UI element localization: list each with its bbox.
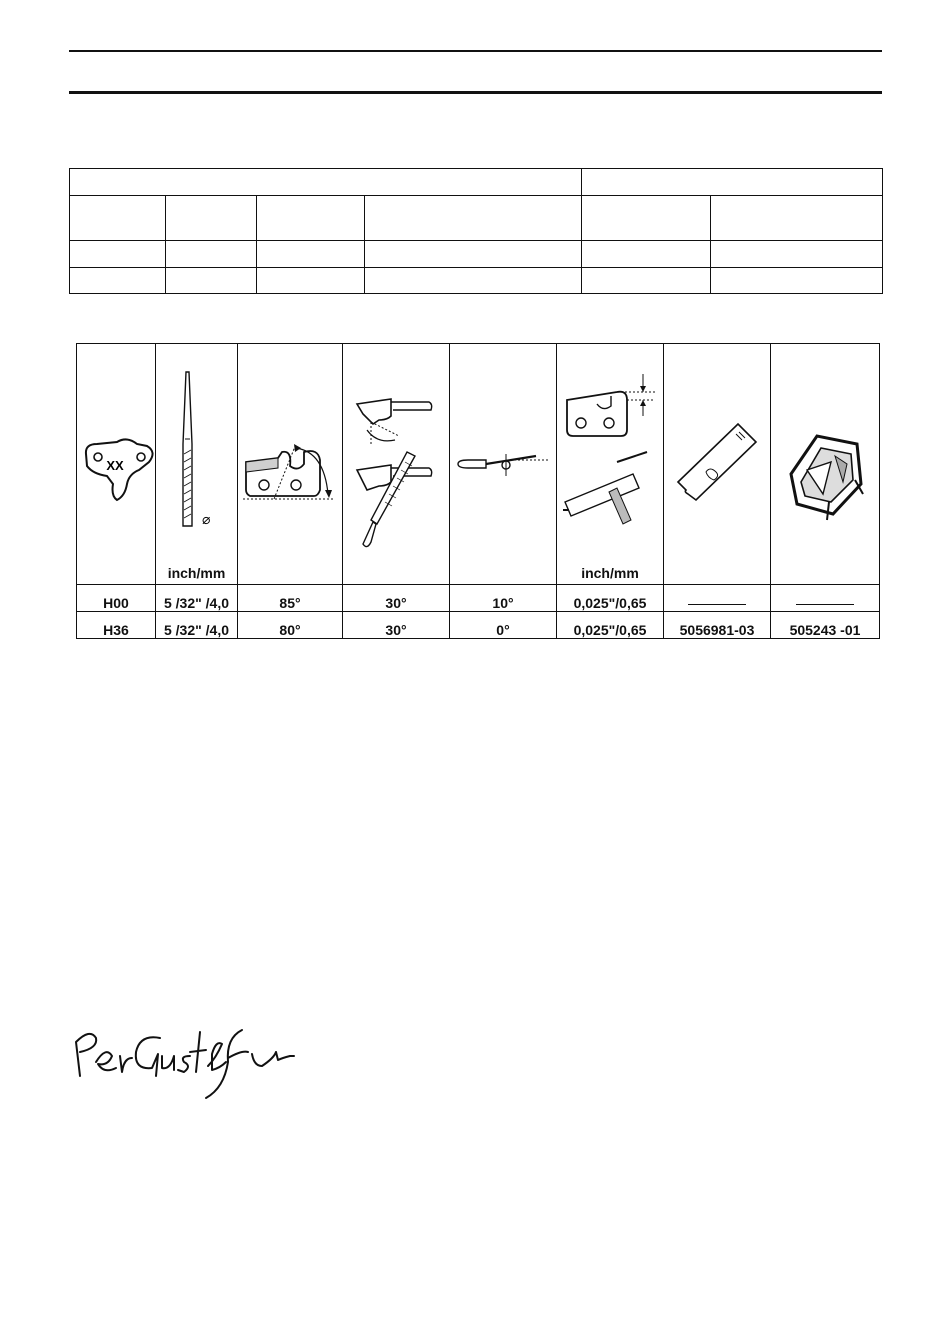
file-guide-value (771, 585, 880, 612)
spec-col-header (257, 196, 365, 241)
top-plate-angle-value: 85° (238, 585, 343, 612)
top-plate-angle-value: 80° (238, 612, 343, 639)
depth-gauge-tool-cell (664, 344, 771, 585)
specification-table (69, 168, 883, 294)
spec-cell (257, 268, 365, 294)
file-size-cell: 5 /32" /4,0 (156, 585, 238, 612)
spec-cell (582, 268, 711, 294)
depth-gauge-cell (557, 344, 664, 585)
chain-type-cell: H36 (77, 612, 156, 639)
spec-col-header (582, 196, 711, 241)
not-applicable-dash (688, 604, 746, 605)
svg-text:XX: XX (106, 458, 124, 473)
chain-cutter-cell (77, 344, 156, 585)
spec-cell (365, 241, 582, 268)
filing-angle-value: 30° (343, 612, 450, 639)
spec-col-header (711, 196, 883, 241)
file-guide-cell (771, 344, 880, 585)
round-file-icon (156, 344, 238, 584)
depth-gauge-value: 0,025"/0,65 (557, 612, 664, 639)
chain-cutter-icon (77, 344, 156, 584)
spec-cell (166, 268, 257, 294)
top-plate-angle-icon (238, 344, 343, 584)
depth-gauge-icon (557, 344, 664, 584)
gauge-tool-value: 5056981-03 (664, 612, 771, 639)
spec-cell (582, 241, 711, 268)
depth-gauge-value: 0,025"/0,65 (557, 585, 664, 612)
sharpening-table (76, 343, 880, 639)
file-guide-value: 505243 -01 (771, 612, 880, 639)
file-tilt-value: 10° (450, 585, 557, 612)
file-tilt-value: 0° (450, 612, 557, 639)
depth-gauge-unit-label: inch/mm (581, 565, 639, 581)
spec-col-header (166, 196, 257, 241)
file-tilt-cell (450, 344, 557, 585)
file-unit-label: inch/mm (167, 565, 226, 581)
spec-cell (257, 241, 365, 268)
depth-gauge-tool-icon (664, 344, 771, 584)
file-tilt-icon (450, 344, 557, 584)
svg-text:⌀: ⌀ (202, 512, 211, 528)
spec-cell (365, 268, 582, 294)
file-size-cell: 5 /32" /4,0 (156, 612, 238, 639)
header-rule (69, 91, 882, 94)
top-plate-angle-cell (238, 344, 343, 585)
file-guide-icon (771, 344, 880, 584)
file-diameter-cell (156, 344, 238, 585)
spec-col-header (70, 196, 166, 241)
table-row (77, 585, 880, 612)
gauge-tool-value (664, 585, 771, 612)
chain-type-cell: H00 (77, 585, 156, 612)
signature (66, 1018, 296, 1100)
filing-angle-value: 30° (343, 585, 450, 612)
spec-cell (711, 241, 883, 268)
table-row (77, 612, 880, 639)
spec-cell (70, 268, 166, 294)
filing-angle-cell (343, 344, 450, 585)
spec-cell (70, 241, 166, 268)
spec-cell (711, 268, 883, 294)
spec-col-header (365, 196, 582, 241)
not-applicable-dash (796, 604, 854, 605)
spec-group-header-right (582, 169, 883, 196)
top-rule (69, 50, 882, 52)
spec-group-header-left (70, 169, 582, 196)
filing-angle-icon (343, 344, 450, 584)
spec-cell (166, 241, 257, 268)
